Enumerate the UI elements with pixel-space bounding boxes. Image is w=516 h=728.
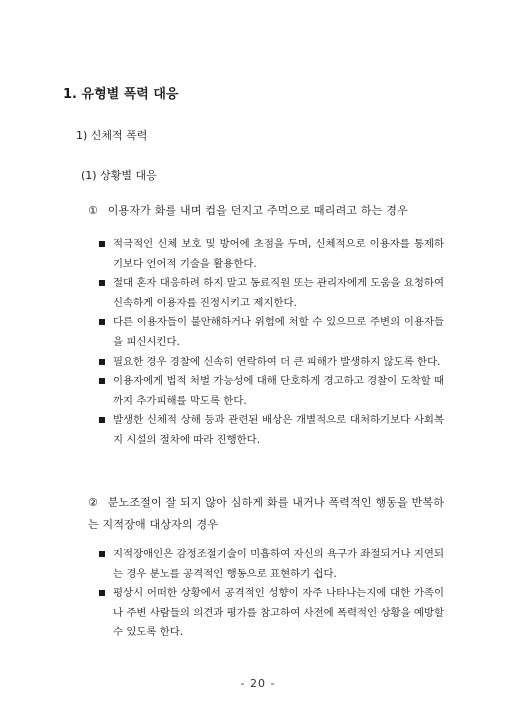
list-item: 이용자에게 법적 처벌 가능성에 대해 단호하게 경고하고 경찰이 도착할 때까지 추가피해를 막도록 한다. [99,372,444,411]
list-item: 지적장애인은 감정조절기술이 미흡하여 자신의 욕구가 좌절되거나 지연되는 경우 분노를 공격적인 행동으로 표현하기 쉽다. [99,545,444,584]
section-heading: 1. 유형별 폭력 대응 [63,87,179,102]
list-item: 평상시 어떠한 상황에서 공격적인 성향이 자주 나타나는지에 대한 가족이나 주변 사람들의 의견과 평가를 참고하여 사전에 폭력적인 상황을 예방할 수 있도록 한다. [99,584,444,643]
case-2-number: ② [88,496,99,509]
list-item: 다른 이용자들이 불안해하거나 위험에 처할 수 있으므로 주변의 이용자들을 피신시킨다. [99,313,444,352]
case-1-title-text: 이용자가 화를 내며 컵을 던지고 주먹으로 때리려고 하는 경우 [107,204,408,217]
subsubsection-heading: (1) 상황별 대응 [81,169,157,182]
subsection-heading: 1) 신체적 폭력 [76,129,148,142]
list-item: 필요한 경우 경찰에 신속히 연락하여 더 큰 피해가 발생하지 않도록 한다. [99,353,444,373]
case-2-title-text: 분노조절이 잘 되지 않아 심하게 화를 내거나 폭력적인 행동을 반복하는 지적장애 대상자의 경우 [88,496,445,531]
case-1-number: ① [88,204,99,217]
case-2-title [88,492,448,536]
list-item: 적극적인 신체 보호 및 방어에 초점을 두며, 신체적으로 이용자를 통제하기보다 언어적 기술을 활용한다. [99,235,444,274]
case-2-bullet-list [99,545,444,643]
list-item: 발생한 신체적 상해 등과 관련된 배상은 개별적으로 대처하기보다 사회복지 시설의 절차에 따라 진행한다. [99,411,444,450]
case-1-bullet-list [99,235,444,451]
list-item: 절대 혼자 대응하려 하지 말고 동료직원 또는 관리자에게 도움을 요청하여 신속하게 이용자를 진정시키고 제지한다. [99,274,444,313]
page-number: - 20 - [240,677,276,690]
case-1-title [88,200,448,222]
